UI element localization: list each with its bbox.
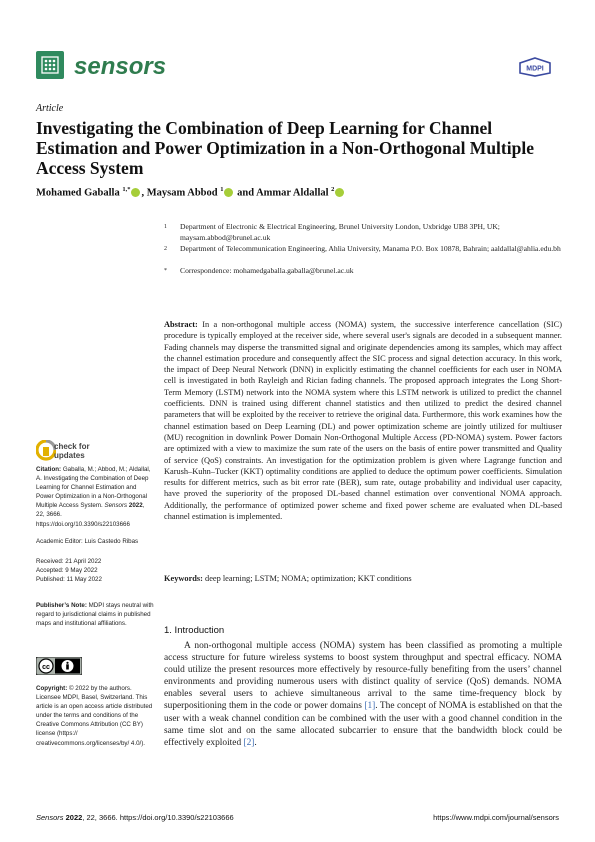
affiliation-text: Correspondence: mohamedgaballa.gaballa@brunel.ac.uk xyxy=(180,266,354,275)
intro-text: . xyxy=(254,737,257,748)
affiliation-text: Department of Telecommunication Engineering, Ahlia University, Manama P.O. Box 10878, Bahrain; aaldallal@ahlia.edu.bh xyxy=(180,244,561,253)
publication-dates xyxy=(36,557,154,584)
affiliation xyxy=(164,222,564,243)
orcid-icon[interactable] xyxy=(224,188,233,197)
abstract-label: Abstract: xyxy=(164,320,198,329)
author-affiliation-mark: 2 xyxy=(331,186,335,193)
copyright-text: © 2022 by the authors. Licensee MDPI, Basel, Switzerland. This article is an open access article distributed under the terms and conditions of the Creative Commons Attribution (CC BY) license (https:// creativecommons.org/licenses/by/ 4.0/). xyxy=(36,685,153,747)
citation-doi[interactable]: , 22, 3666. https://doi.org/10.3390/s22103666 xyxy=(36,502,145,528)
check-updates-line1: check for xyxy=(54,442,90,451)
section-heading: 1. Introduction xyxy=(164,625,225,636)
check-for-updates-button[interactable] xyxy=(36,440,106,464)
check-updates-icon xyxy=(36,440,56,462)
publisher-note xyxy=(36,601,154,628)
published-date: Published: 11 May 2022 xyxy=(36,576,102,584)
citation-block xyxy=(36,465,154,529)
correspondence xyxy=(164,266,564,277)
author-name[interactable]: Mohamed Gaballa xyxy=(36,187,120,199)
author-name[interactable]: Ammar Aldallal xyxy=(256,187,329,199)
footer-journal: Sensors xyxy=(36,813,64,822)
publisher-note-label: Publisher’s Note: xyxy=(36,602,87,609)
footer-doi[interactable]: , 22, 3666. https://doi.org/10.3390/s22103666 xyxy=(82,813,234,822)
affiliation xyxy=(164,244,564,255)
footer-journal-url[interactable]: https://www.mdpi.com/journal/sensors xyxy=(433,813,559,822)
citation-text: Gaballa, M.; Abbod, M.; Aldallal, A. Investigating the Combination of Deep Learning for Channel Estimation and Power Optimization in a Non-Orthogonal Multiple Access System. xyxy=(36,466,151,510)
author-list: Mohamed Gaballa $^{1,*}$ , Maysam Abbod $^1$ and Ammar Aldallal $^2$ xyxy=(36,186,345,199)
article-type: Article xyxy=(36,103,64,114)
citation-year: 2022 xyxy=(128,502,143,510)
footer-year: 2022 xyxy=(65,813,83,822)
academic-editor: Academic Editor: Luis Castedo Ribas xyxy=(36,538,139,545)
received-date: Received: 21 April 2022 xyxy=(36,558,102,565)
orcid-icon[interactable] xyxy=(131,188,140,197)
affiliation-number: 1 xyxy=(164,224,167,230)
accepted-date: Accepted: 9 May 2022 xyxy=(36,567,98,575)
citation-link[interactable]: [2] xyxy=(243,737,255,748)
mdpi-logo-icon[interactable] xyxy=(518,57,552,77)
affiliation-number: 2 xyxy=(164,246,167,252)
citation-link[interactable]: [1] xyxy=(364,701,376,712)
footer-citation xyxy=(36,813,234,822)
abstract-text: In a non-orthogonal multiple access (NOMA) system, the successive interference cancellation (SIC) procedure is typically employed at the receiver side, where several user's signals are decoded in a subsequent manner. Fading channels may disperse the transmitted signal and originate dependencies among its samples, which may affect the channel estimation procedure and consequently affect the SIC process and signal detection accuracy. In this work, the impact of Deep Neural Network (DNN) in explicitly estimating the channel coefficients for each user in NOMA cell is investigated in both Rayleigh and Rician fading channels. The proposed approach integrates the Long Short-Term Memory (LSTM) network into the NOMA system where this LSTM network is utilized to predict the channel coefficients. DNN is trained using different channel statistics and then utilized to predict the desired channel parameters that will be exploited by the receiver to retrieve the original data. Furthermore, this work examines how the channel estimation based on Deep Learning (DL) and power optimization scheme are jointly utilized for multiuser (MU) recognition in downlink Power Domain Non-Orthogonal Multiple Access (PD-NOMA) system. Power factors are optimized with a view to maximize the sum rate of the users on the basis of entire power transmitted and Quality of service (QoS) constraints. An investigation for the optimization problem is given where Lagrange function and Karush–Kuhn–Tucker (KKT) optimality conditions are applied to deduce the optimum power coefficients. Simulation results for different metrics, such as bit error rate (BER), sum rate, outage probability and individual user capacity, have proved the superiority of the proposed DL-based channel estimation over conventional NOMA approach. Additionally, the performance of optimized power scheme and fixed power scheme are evaluated when DL-based channel estimation is implemented. xyxy=(164,320,562,522)
mdpi-logo-text: MDPI xyxy=(526,65,544,73)
keywords-text: deep learning; LSTM; NOMA; optimization; KKT conditions xyxy=(205,574,412,583)
citation-journal: Sensors xyxy=(104,502,128,510)
intro-paragraph xyxy=(164,640,562,749)
paper-title: Investigating the Combination of Deep Learning for Channel Estimation and Power Optimization in a Non-Orthogonal Multiple Access System xyxy=(36,118,534,178)
journal-name[interactable]: sensors xyxy=(74,53,167,80)
svg-text:cc: cc xyxy=(42,663,50,671)
publisher-note-text: MDPI stays neutral with regard to jurisdictional claims in published maps and institutional affiliations. xyxy=(36,602,154,628)
citation-label: Citation: xyxy=(36,466,62,473)
keywords xyxy=(164,574,562,583)
journal-logo-icon xyxy=(36,51,64,79)
author-affiliation-mark: 1 xyxy=(220,186,224,193)
cc-by-license-icon[interactable] xyxy=(36,657,82,675)
affiliation-text: Department of Electronic & Electrical Engineering, Brunel University London, Uxbridge UB8 3PH, UK; maysam.abbod@brunel.ac.uk xyxy=(180,222,500,242)
abstract xyxy=(164,319,562,522)
intro-text: . The concept of NOMA is established on that the user with a weak channel condition can be combined with the user with a good channel condition in the same time slot and on the same allocated subcarrier to ensure that the bandwidth block could be effectively exploited xyxy=(164,701,563,748)
author-name[interactable]: Maysam Abbod xyxy=(146,187,218,199)
copyright-block xyxy=(36,684,154,748)
copyright-label: Copyright: xyxy=(36,685,68,692)
keywords-label: Keywords: xyxy=(164,574,203,583)
orcid-icon[interactable] xyxy=(335,188,344,197)
affiliation-number: * xyxy=(164,268,167,274)
intro-text: A non-orthogonal multiple access (NOMA) system has been classified as promoting a multiple access structure for future wireless systems to boost system throughput and spectral efficacy. NOMA could utilize the present resources more effectively by resource-fully benefiting from the users’ channel environments and providing numerous users with distinct quality of service (QoS) demands. NOMA enables several users to achieve simultaneous arrival to the same time-frequency block by superpositioning them in the code or power domains xyxy=(164,641,562,712)
author-affiliation-mark: 1,* xyxy=(122,186,131,193)
check-updates-line2: updates xyxy=(54,451,85,460)
author-conjunction: and xyxy=(237,187,255,199)
